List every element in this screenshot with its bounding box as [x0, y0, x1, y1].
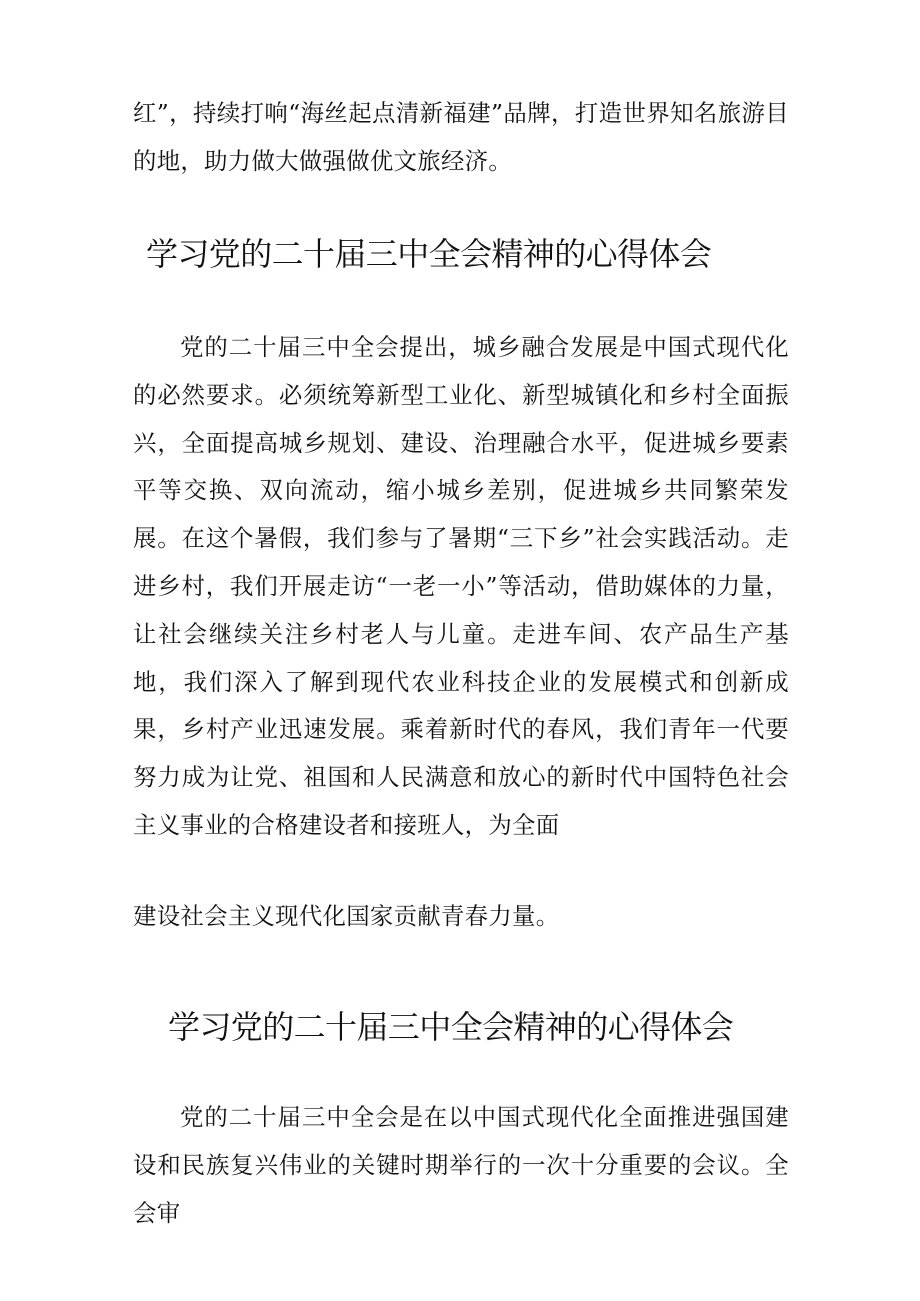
section-2-paragraph: 党的二十届三中全会是在以中国式现代化全面推进强国建设和民族复兴伟业的关键时期举行的一次十分重要的会议。全会审	[133, 1103, 789, 1227]
section-1-paragraph: 党的二十届三中全会提出，城乡融合发展是中国式现代化的必然要求。必须统筹新型工业化、新型城镇化和乡村全面振兴，全面提高城乡规划、建设、治理融合水平，促进城乡要素平等交换、双向流动，缩小城乡差别，促进城乡共同繁荣发展。在这个暑假，我们参与了暑期“三下乡”社会实践活动。走进乡村，我们开展走访“一老一小”等活动，借助媒体的力量，让社会继续关注乡村老人与儿童。走进车间、农产品生产基地，我们深入了解到现代农业科技企业的发展模式和创新成果，乡村产业迅速发展。乘着新时代的春风，我们青年一代要努力成为让党、祖国和人民满意和放心的新时代中国特色社会主义事业的合格建设者和接班人，为全面	[133, 333, 789, 839]
intro-paragraph: 红”，持续打响“海丝起点清新福建”品牌，打造世界知名旅游目的地，助力做大做强做优文旅经济。	[133, 99, 789, 175]
section-1-heading: 学习党的二十届三中全会精神的心得体会	[146, 235, 712, 273]
section-1-continuation: 建设社会主义现代化国家贡献青春力量。	[133, 902, 560, 930]
section-2-heading: 学习党的二十届三中全会精神的心得体会	[168, 1008, 734, 1046]
